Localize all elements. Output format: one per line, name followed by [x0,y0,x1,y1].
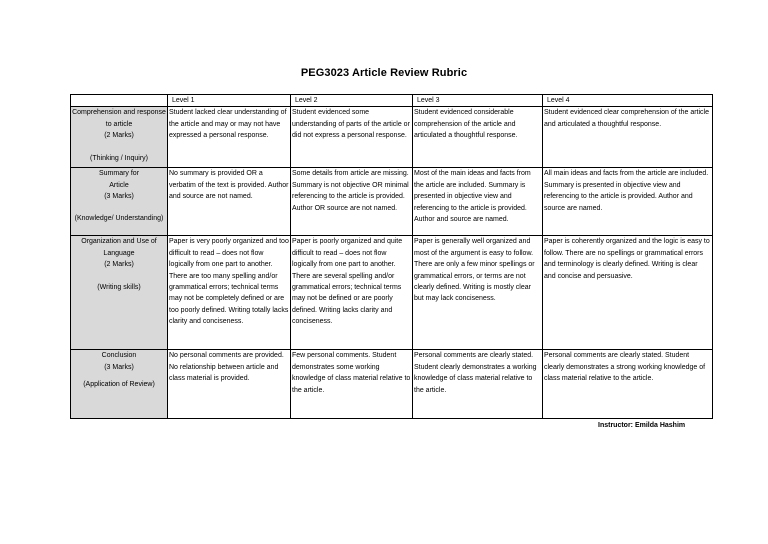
level-1-descriptor: No personal comments are provided. No relationship between article and class material is provided. [168,350,291,419]
level-2-descriptor: Paper is poorly organized and quite difficult to read – does not flow logically from one part to another. There are several spelling and/or grammatical errors; technical terms may not be defined or are poorly defined. Writing lacks clarity and conciseness. [291,236,413,350]
criterion-cell [71,236,168,350]
document-title: PEG3023 Article Review Rubric [300,67,468,79]
criterion-marks: (3 Marks) [104,363,134,371]
level-4-descriptor: Student evidenced clear comprehension of the article and articulated a thoughtful response. [543,107,713,168]
level-3-descriptor: Student evidenced considerable comprehension of the article and articulated a thoughtful response. [413,107,543,168]
criterion-name-line-2: Article [109,181,129,189]
level-4-descriptor: Paper is coherently organized and the logic is easy to follow. There are no spellings or grammatical errors and terminology is clearly defined. Writing is clear and concise and persuasive. [543,236,713,350]
table-row [71,168,713,236]
header-cell-criterion [71,95,168,107]
criterion-name: Organization and Use of Language [81,238,157,257]
criterion-name: Conclusion [101,352,137,360]
header-level-4: Level 4 [543,95,713,107]
criterion-cell [71,107,168,168]
level-2-descriptor: Few personal comments. Student demonstrates some working knowledge of class material relative to the article. [291,350,413,419]
criterion-category: (Thinking / Inquiry) [90,154,148,162]
level-1-descriptor: No summary is provided OR a verbatim of the text is provided. Author and source are not named. [168,168,291,236]
table-row [71,350,713,419]
level-2-descriptor: Student evidenced some understanding of parts of the article or did not express a personal response. [291,107,413,168]
header-row [71,95,713,107]
criterion-category: (Writing skills) [97,283,141,291]
level-3-descriptor: Personal comments are clearly stated. Student clearly demonstrates a working knowledge of class material relative to the article. [413,350,543,419]
level-3-descriptor: Most of the main ideas and facts from the article are included. Summary is presented in objective view and referencing to the article is provided. Author and source are named. [413,168,543,236]
level-4-descriptor: All main ideas and facts from the article are included. Summary is presented in objective view and referencing to the article is provided. Author and source are named. [543,168,713,236]
criterion-cell [71,350,168,419]
criterion-marks: (3 Marks) [104,193,134,201]
criterion-category: (Application of Review) [83,381,155,389]
rubric-table [70,94,713,419]
table-row [71,236,713,350]
criterion-marks: (2 Marks) [104,132,134,140]
header-level-3: Level 3 [413,95,543,107]
level-1-descriptor: Paper is very poorly organized and too difficult to read – does not flow logically from one part to another. There are too many spelling and/or grammatical errors; technical terms may not be completely defined or are too poorly defined. Writing totally lacks clarity and conciseness. [168,236,291,350]
criterion-cell [71,168,168,236]
header-level-2: Level 2 [291,95,413,107]
criterion-marks: (2 Marks) [104,261,134,269]
level-2-descriptor: Some details from article are missing. Summary is not objective OR minimal referencing to the article is provided. Author OR source are not named. [291,168,413,236]
instructor-name: Instructor: Emilda Hashim [598,422,686,429]
header-level-1: Level 1 [168,95,291,107]
table-row [71,107,713,168]
level-1-descriptor: Student lacked clear understanding of the article and may or may not have expressed a personal response. [168,107,291,168]
criterion-name: Comprehension and response to article [72,109,166,128]
criterion-name-line-1: Summary for [98,170,140,178]
criterion-category: (Knowledge/ Understanding) [74,214,164,222]
level-3-descriptor: Paper is generally well organized and most of the argument is easy to follow. There are only a few minor spellings or grammatical errors, or terms are not clearly defined. Writing is mostly clear but may lack conciseness. [413,236,543,350]
level-4-descriptor: Personal comments are clearly stated. Student clearly demonstrates a strong working knowledge of class material relative to the article. [543,350,713,419]
